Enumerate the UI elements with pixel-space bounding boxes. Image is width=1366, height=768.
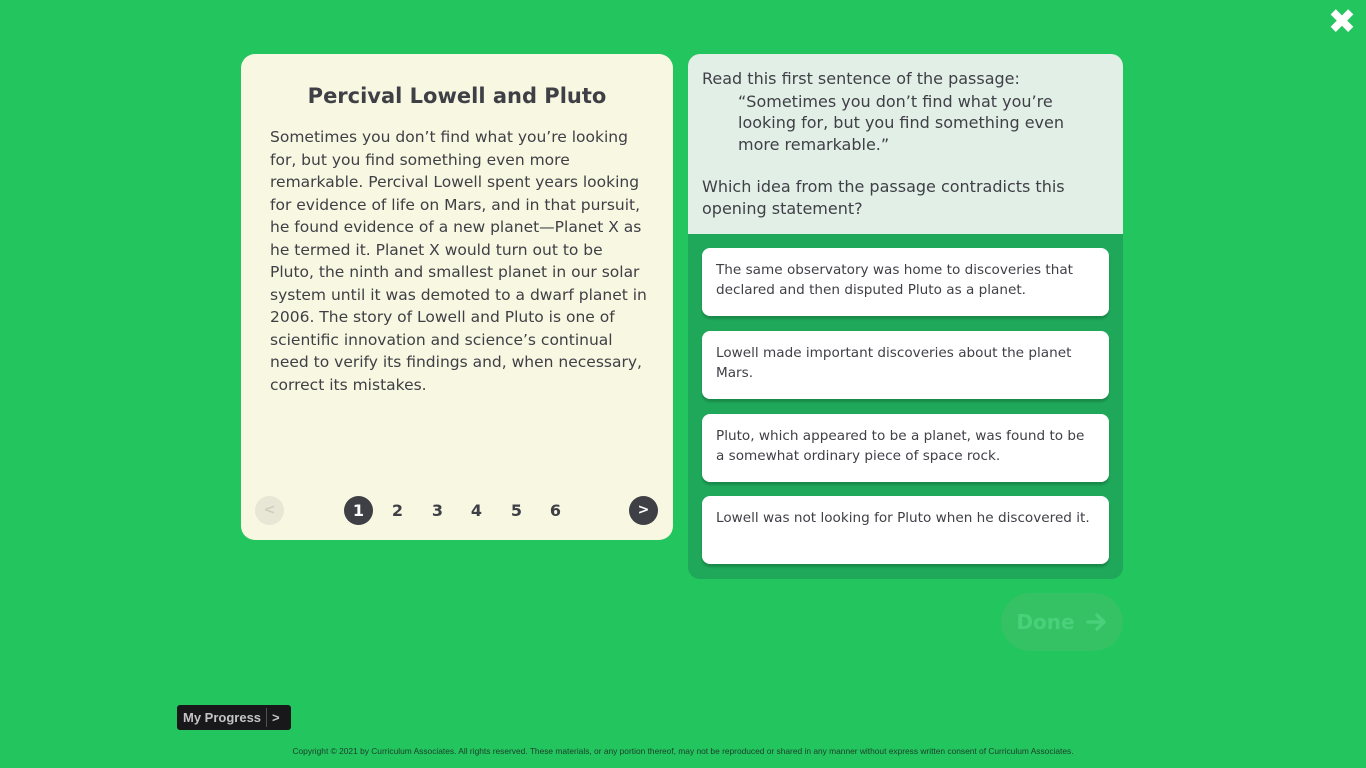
page-2-button[interactable]: 2 bbox=[391, 501, 404, 520]
passage-panel bbox=[241, 54, 673, 540]
next-page-button[interactable]: > bbox=[629, 496, 658, 525]
my-progress-button[interactable] bbox=[177, 705, 291, 730]
answer-option-1[interactable]: The same observatory was home to discoveries that declared and then disputed Pluto as a planet. bbox=[702, 248, 1109, 316]
arrow-right-icon bbox=[1086, 612, 1108, 632]
done-label: Done bbox=[1016, 610, 1075, 634]
page-4-button[interactable]: 4 bbox=[470, 501, 483, 520]
previous-page-button[interactable]: < bbox=[255, 496, 284, 525]
answer-option-3[interactable]: Pluto, which appeared to be a planet, was found to be a somewhat ordinary piece of space rock. bbox=[702, 414, 1109, 482]
question-panel bbox=[688, 54, 1123, 579]
question-prompt: Which idea from the passage contradicts this opening statement? bbox=[702, 177, 1065, 218]
passage-title: Percival Lowell and Pluto bbox=[307, 84, 607, 108]
answer-option-4[interactable]: Lowell was not looking for Pluto when he discovered it. bbox=[702, 496, 1109, 564]
question-quote: “Sometimes you don’t find what you’re looking for, but you find something even more remarkable.” bbox=[738, 91, 1064, 154]
question-stem bbox=[688, 54, 1123, 234]
chevron-right-icon: > bbox=[272, 710, 280, 725]
my-progress-divider bbox=[266, 708, 267, 727]
page-1-button[interactable]: 1 bbox=[344, 496, 373, 525]
passage-pagination bbox=[241, 496, 673, 526]
page-3-button[interactable]: 3 bbox=[431, 501, 444, 520]
close-button[interactable] bbox=[1326, 2, 1358, 42]
done-button[interactable] bbox=[1001, 593, 1123, 651]
copyright-notice: Copyright © 2021 by Curriculum Associates. All rights reserved. These materials, or any portion thereof, may not be reproduced or shared in any manner without express written consent of Curriculum Associates. bbox=[292, 746, 1074, 756]
passage-text: Sometimes you don’t find what you’re looking for, but you find something even more remarkable. Percival Lowell spent years looking for evidence of life on Mars, and in that pursuit, he found evidence of a new planet—Planet X as he termed it. Planet X would turn out to be Pluto, the ninth and smallest planet in our solar system until it was demoted to a dwarf planet in 2006. The story of Lowell and Pluto is one of scientific innovation and science’s continual need to verify its findings and, when necessary, correct its mistakes. bbox=[270, 128, 647, 394]
close-icon[interactable]: ✖ bbox=[1327, 2, 1357, 42]
page-5-button[interactable]: 5 bbox=[510, 501, 523, 520]
answer-option-2[interactable]: Lowell made important discoveries about the planet Mars. bbox=[702, 331, 1109, 399]
page-6-button[interactable]: 6 bbox=[549, 501, 562, 520]
my-progress-label: My Progress bbox=[183, 710, 262, 725]
question-intro: Read this first sentence of the passage: bbox=[702, 69, 1020, 88]
